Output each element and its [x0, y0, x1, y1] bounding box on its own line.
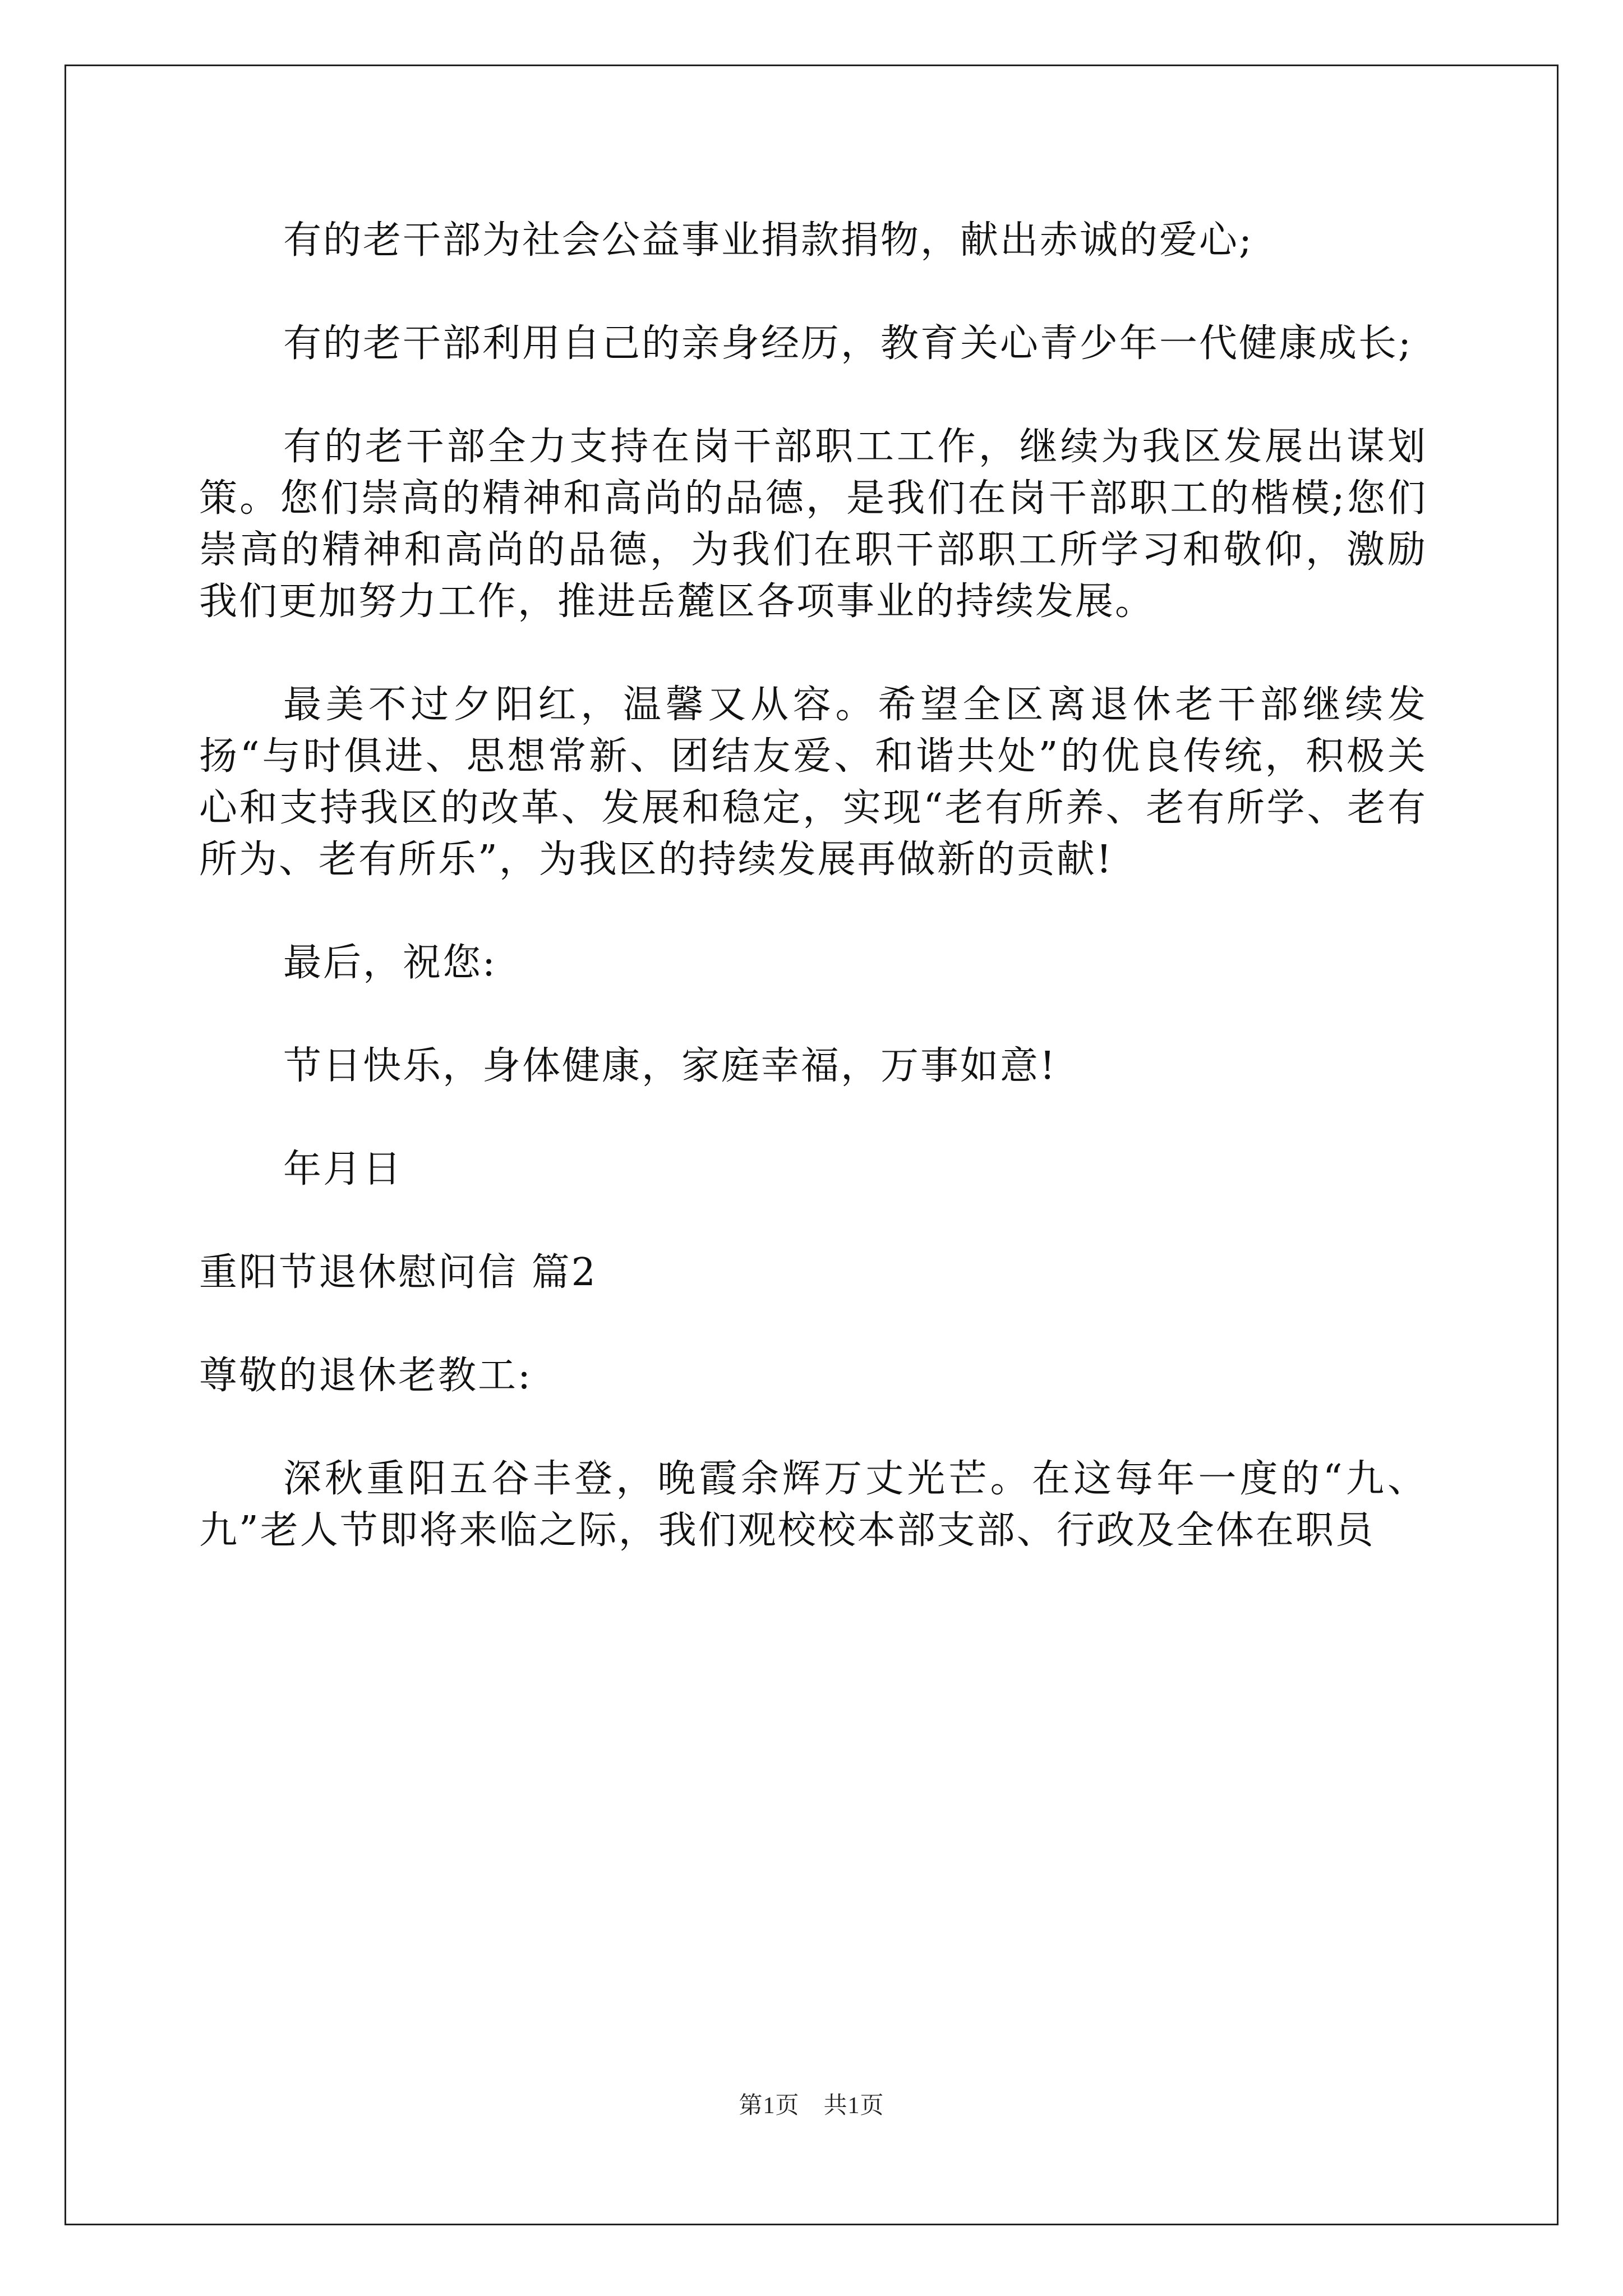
- paragraph: 深秋重阳五谷丰登，晚霞余辉万丈光芒。在这每年一度的“九、九”老人节即将来临之际，我们观校校本部支部、行政及全体在职员: [199, 1457, 1427, 1553]
- salutation: 尊敬的退休老教工:: [199, 1354, 532, 1398]
- paragraph: 最后，祝您:: [283, 941, 497, 985]
- date-line: 年月日: [283, 1147, 403, 1191]
- paragraph: 有的老干部利用自己的亲身经历，教育关心青少年一代健康成长;: [283, 321, 1413, 366]
- paragraph: 最美不过夕阳红，温馨又从容。希望全区离退休老干部继续发扬“与时俱进、思想常新、团结友爱、和谐共处”的优良传统，积极关心和支持我区的改革、发展和稳定，实现“老有所养、老有所学、老有所为、老有所乐”，为我区的持续发展再做新的贡献!: [199, 683, 1427, 882]
- paragraph: 有的老干部为社会公益事业捐款捐物，献出赤诚的爱心;: [283, 218, 1253, 263]
- section-heading: 重阳节退休慰问信 篇2: [199, 1250, 597, 1295]
- paragraph: 节日快乐，身体健康，家庭幸福，万事如意!: [283, 1044, 1057, 1088]
- page-number-footer: 第1页 共1页: [739, 2093, 884, 2119]
- paragraph: 有的老干部全力支持在岗干部职工工作，继续为我区发展出谋划策。您们崇高的精神和高尚的品德，是我们在岗干部职工的楷模;您们崇高的精神和高尚的品德，为我们在职干部职工所学习和敬仰，激励我们更加努力工作，推进岳麓区各项事业的持续发展。: [199, 425, 1427, 624]
- document-body: [199, 215, 1427, 1608]
